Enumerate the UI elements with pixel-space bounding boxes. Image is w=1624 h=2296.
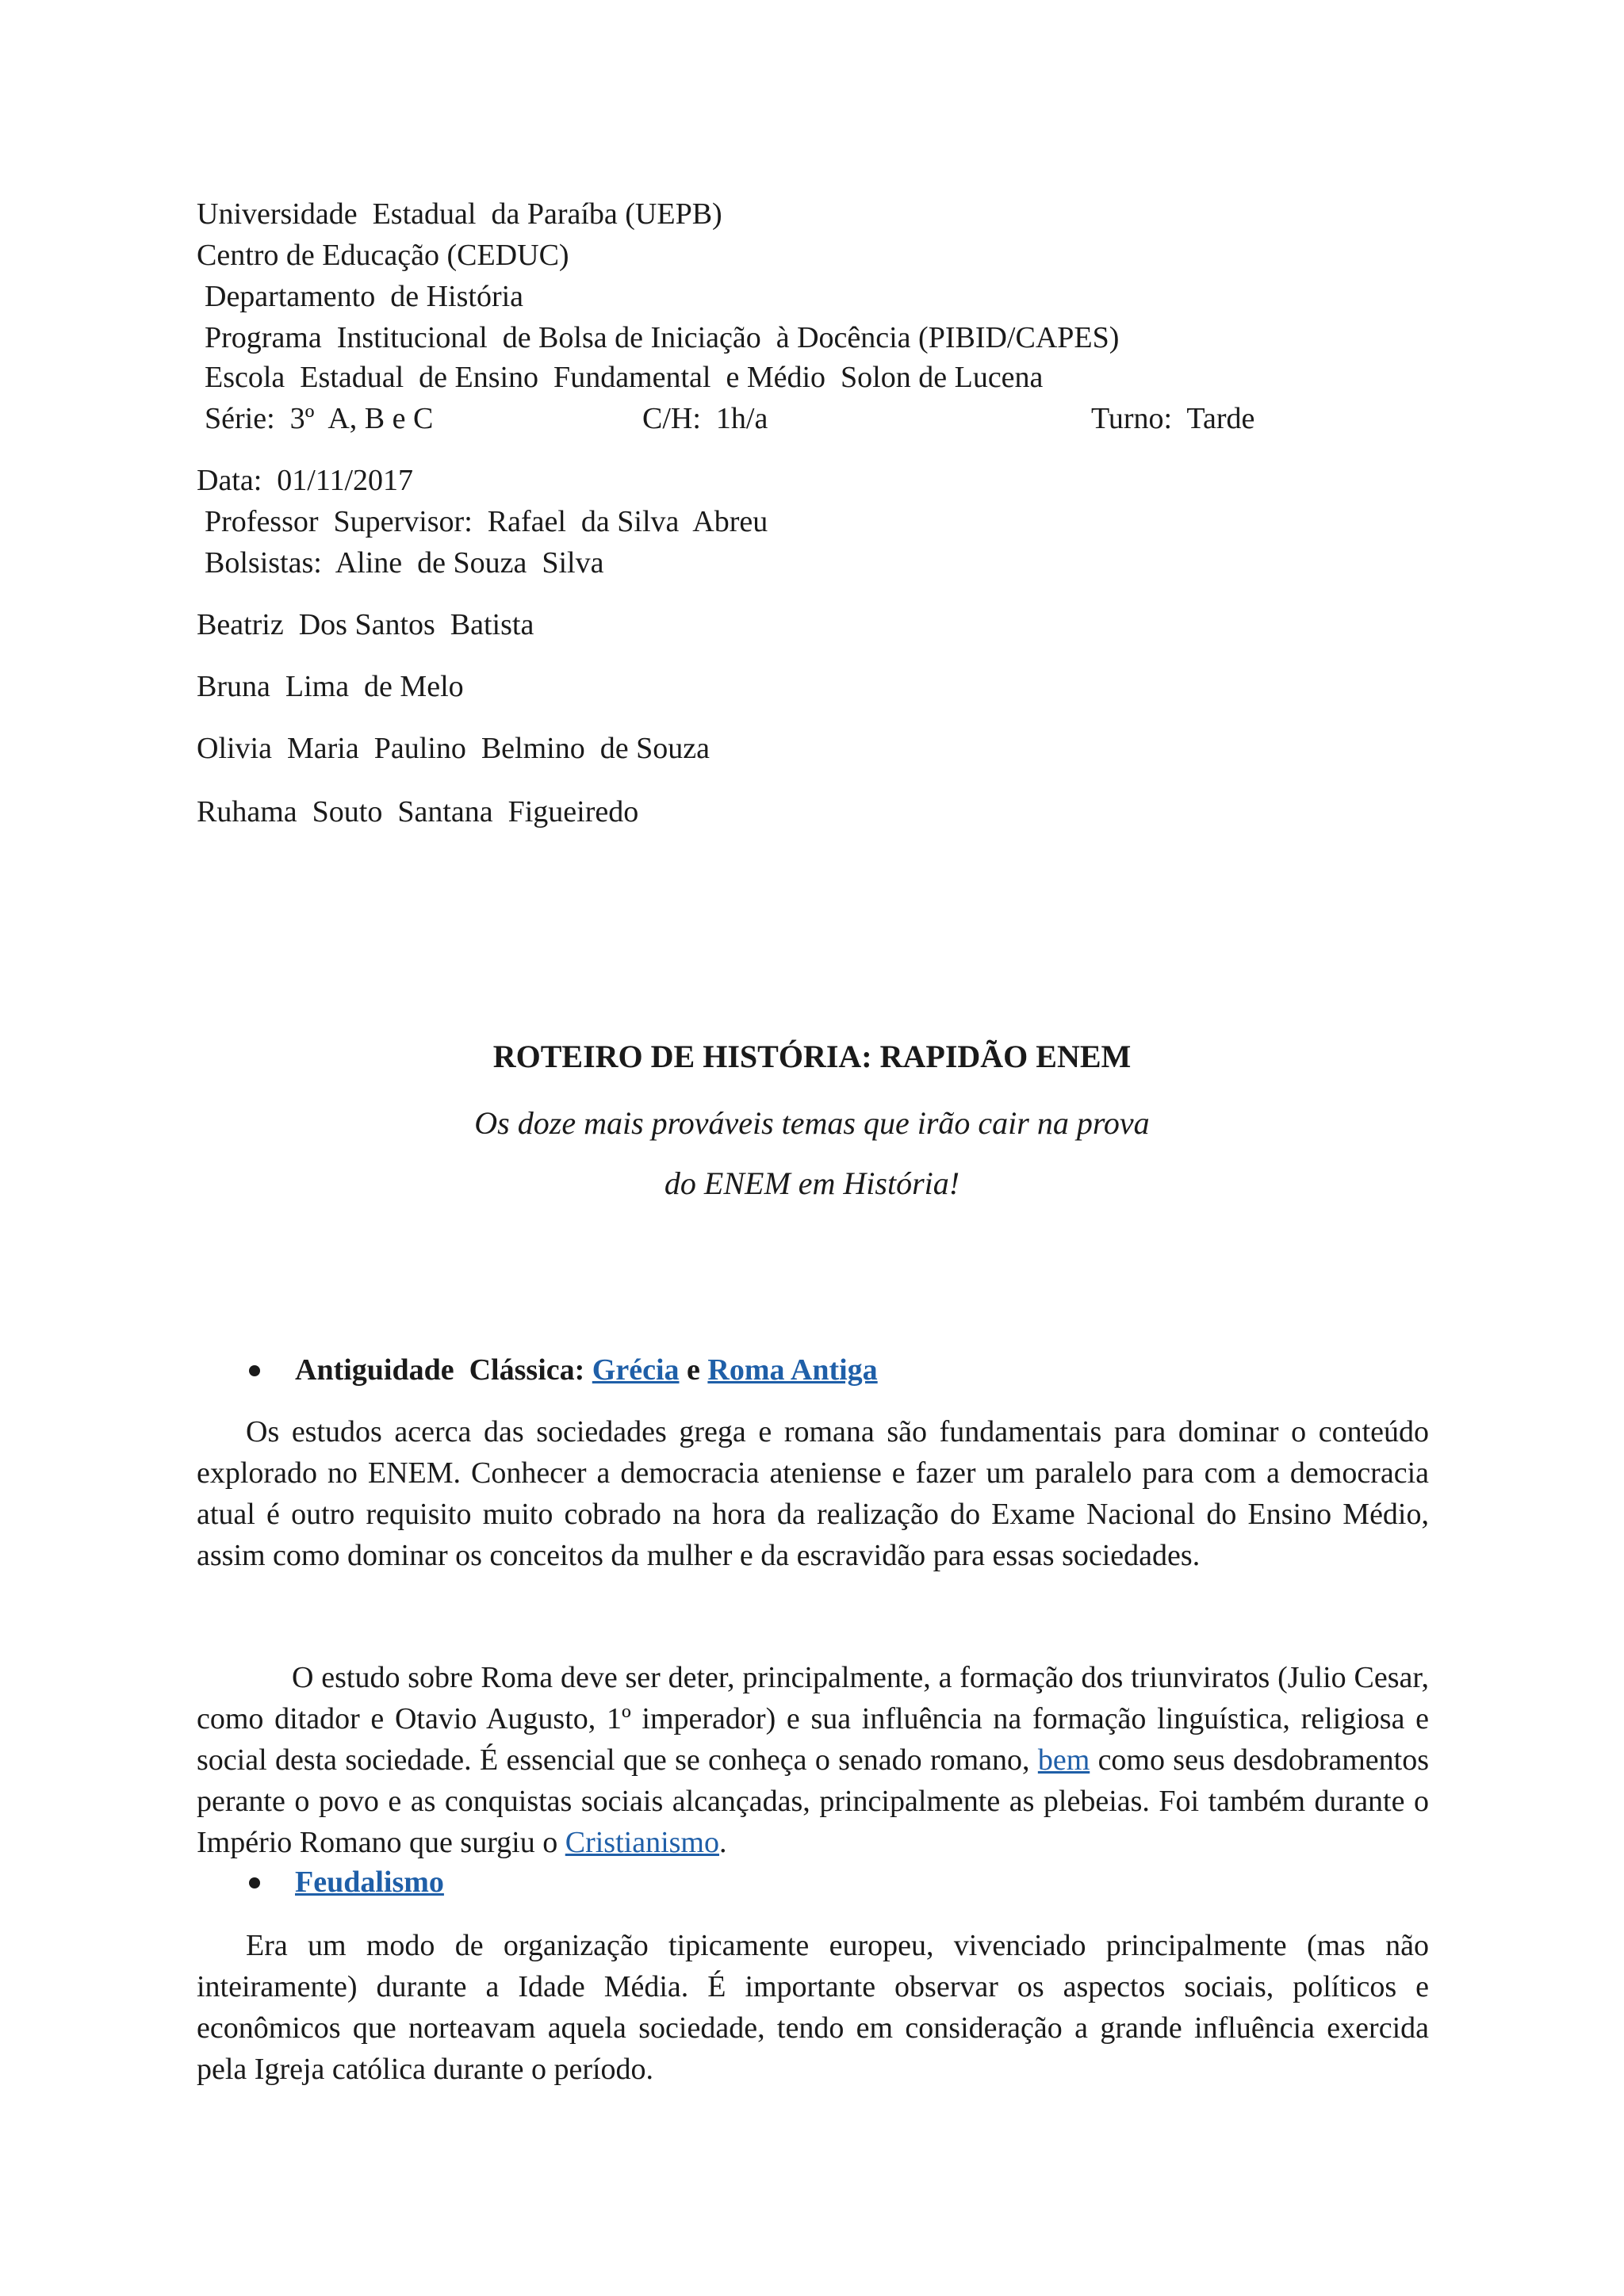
bem-link[interactable]: bem [1037,1743,1090,1777]
serie: Série: 3º A, B e C [205,402,434,435]
heading-connector: e [679,1353,708,1387]
antiguidade-paragraph-2 [197,1657,1429,1863]
greece-link[interactable]: Grécia [592,1353,680,1387]
shift: Turno: Tarde [1091,402,1255,435]
section-heading-antiguidade [295,1349,878,1391]
program: Programa Institucional de Bolsa de Iniciação à Docência (PIBID/CAPES) [205,321,1120,354]
member-name: Ruhama Souto Santana Figueiredo [197,795,639,828]
section-heading-prefix: Antiguidade Clássica: [295,1353,592,1387]
course-hours: C/H: 1h/a [642,402,768,435]
ancient-rome-link[interactable]: Roma Antiga [707,1353,878,1387]
paragraph-text: como seus desdobramentos perante o povo e as conquistas sociais alcançadas, principalmente as plebeias. Foi também durante o Império Romano que surgiu o [197,1743,1429,1859]
university-name: Universidade Estadual da Paraíba (UEPB) [197,197,722,231]
school: Escola Estadual de Ensino Fundamental e Médio Solon de Lucena [205,361,1044,394]
bolsistas: Bolsistas: Aline de Souza Silva [205,546,604,580]
antiguidade-paragraph-1 [197,1411,1429,1576]
document-subtitle-line2: do ENEM em História! [664,1165,960,1201]
supervisor: Professor Supervisor: Rafael da Silva Abreu [205,505,768,538]
paragraph-text: Os estudos acerca das sociedades grega e romana são fundamentais para dominar o conteúdo explorado no ENEM. Conhecer a democracia ateniense e fazer um paralelo para com a democracia atual é outro requisito muito cobrado na hora da realização do Exame Nacional do Ensino Médio, assim como dominar os conceitos da mulher e da escravidão para essas sociedades. [197,1415,1429,1572]
member-name: Bruna Lima de Melo [197,670,464,703]
bullet-icon [249,1365,260,1376]
document-title: ROTEIRO DE HISTÓRIA: RAPIDÃO ENEM [492,1039,1132,1074]
paragraph-text: . [718,1826,727,1859]
date: Data: 01/11/2017 [197,464,413,497]
document-subtitle-line1: Os doze mais prováveis temas que irão cair na prova [474,1105,1150,1141]
member-name: Beatriz Dos Santos Batista [197,608,534,641]
feudalismo-link[interactable]: Feudalismo [295,1866,444,1899]
paragraph-text: Era um modo de organização tipicamente europeu, vivenciado principalmente (mas não inteiramente) durante a Idade Média. É importante observar os aspectos sociais, políticos e econômicos que norteavam aquela sociedade, tendo em consideração a grande influência exercida pela Igreja católica durante o período. [197,1929,1429,2086]
department: Departamento de História [205,280,524,313]
member-name: Olivia Maria Paulino Belmino de Souza [197,732,710,765]
feudalismo-paragraph-1 [197,1925,1429,2090]
paragraph-text: O estudo sobre Roma deve ser deter, principalmente, a formação dos triunviratos (Julio Cesar, como ditador e Otavio Augusto, 1º imperador) e sua influência na formação linguística, religiosa e social desta sociedade. É essencial que se conheça o senado romano, [197,1661,1429,1777]
education-center: Centro de Educação (CEDUC) [197,239,569,272]
section-heading-feudalismo [295,1862,444,1903]
cristianismo-link[interactable]: Cristianismo [565,1826,719,1859]
bullet-icon [249,1877,260,1888]
